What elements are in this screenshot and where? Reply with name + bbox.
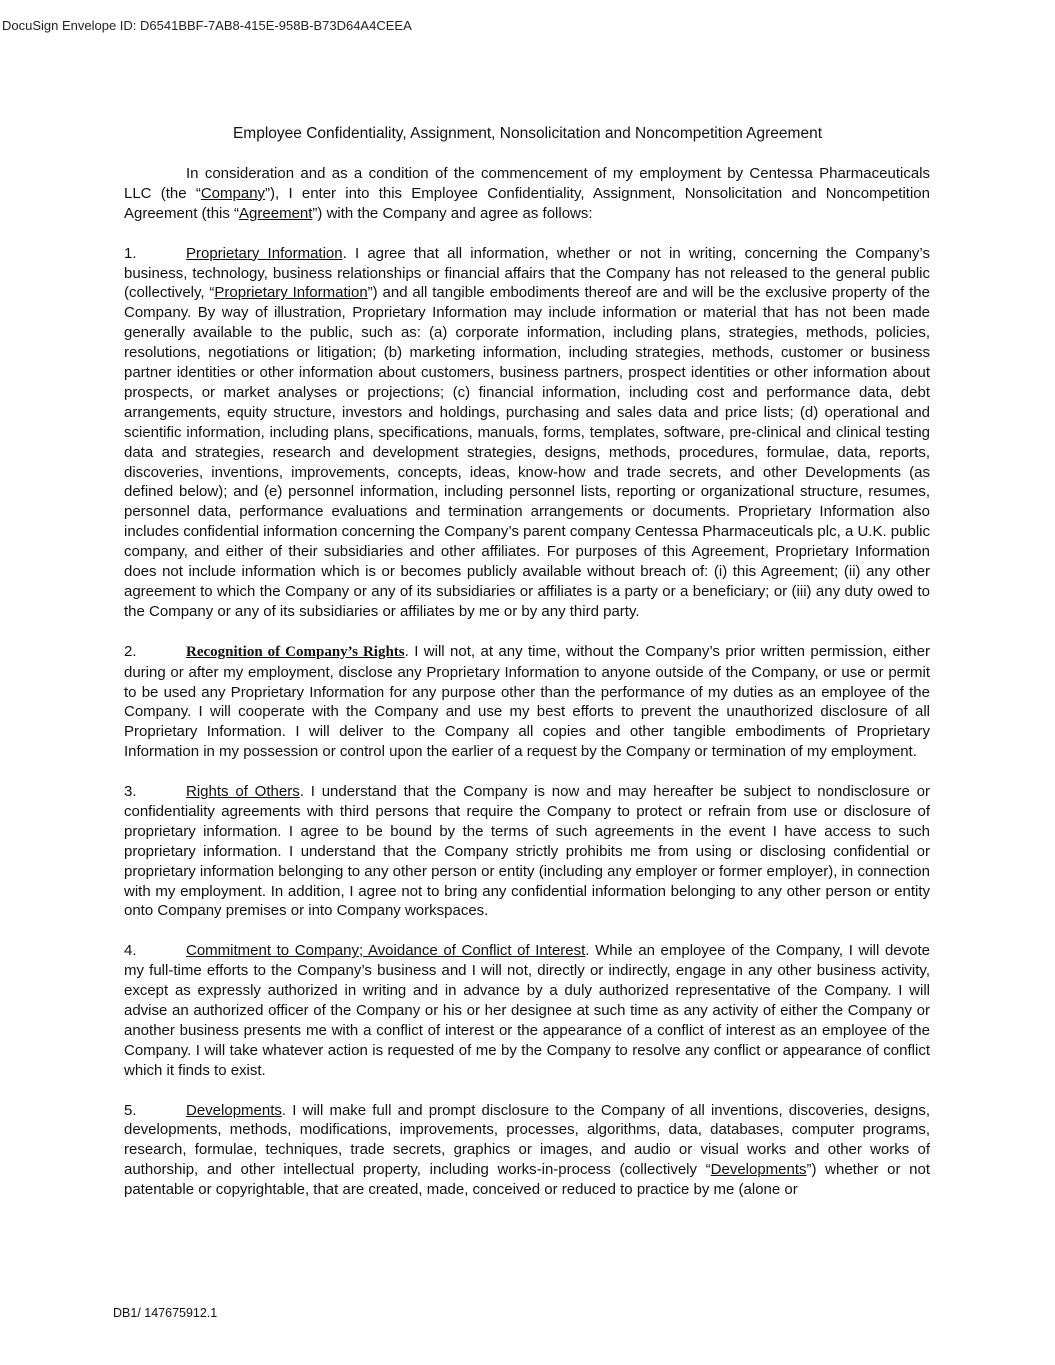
intro-text-1: In consideration and as a condition of the commencement of my employment by Centessa Pharmaceuticals LLC (the “: [124, 165, 930, 202]
section-heading: Commitment to Company; Avoidance of Conflict of Interest: [186, 942, 586, 960]
document-body: [124, 164, 930, 1220]
section-heading: Proprietary Information: [186, 244, 343, 262]
document-title: Employee Confidentiality, Assignment, Nonsolicitation and Noncompetition Agreement: [232, 125, 823, 142]
document-footer-id: DB1/ 147675912.1: [113, 1306, 218, 1320]
developments-defined-term: Developments: [710, 1161, 807, 1179]
intro-paragraph: [124, 164, 930, 224]
company-defined-term: Company: [200, 184, 266, 202]
section-number: 2.: [124, 642, 137, 660]
section-heading: Rights of Others: [186, 783, 300, 801]
section-heading: Recognition of Company’s Rights: [186, 643, 405, 660]
section-number: 1.: [124, 244, 137, 262]
section-1-proprietary-information: [124, 244, 930, 622]
intro-text-3: ”) with the Company and agree as follows:: [312, 204, 593, 222]
section-4-commitment-to-company: [124, 941, 930, 1080]
section-text: . I agree that all information, whether or not in writing, concerning the Company’s business, technology, business relationships or financial affairs that the Company has not released to the general public (collectively, “: [124, 244, 930, 302]
section-text: . I will make full and prompt disclosure to the Company of all inventions, discoveries, designs, developments, methods, modifications, improvements, processes, algorithms, data, databases, computer programs, research, formulae, techniques, trade secrets, graphics or images, and audio or visual works and other works of authorship, and other intellectual property, including works-in-process (collectively “: [124, 1101, 930, 1179]
section-text: ”) and all tangible embodiments thereof are and will be the exclusive property of the Company. By way of illustration, Proprietary Information may include information or material that has not been made generally available to the public, such as: (a) corporate information, including plans, strategies, methods, policies, resolutions, negotiations or litigation; (b) marketing information, including strategies, methods, customer or business partner identities or other information about customers, business partners, prospect identities or other information about prospects, or market analyses or projections; (c) financial information, including cost and performance data, debt arrangements, equity structure, investors and holdings, purchasing and sales data and price lists; (d) operational and scientific information, including plans, specifications, manuals, forms, templates, software, pre-clinical and clinical testing data and strategies, research and development strategies, designs, methods, procedures, formulae, data, reports, discoveries, inventions, improvements, concepts, ideas, know-how and trade secrets, and other Developments (as defined below); and (e) personnel information, including personnel lists, reporting or organizational structure, resumes, personnel data, performance evaluations and termination arrangements or documents. Proprietary Information also includes confidential information concerning the Company’s parent company Centessa Pharmaceuticals plc, a U.K. public company, and either of their subsidiaries and other affiliates. For purposes of this Agreement, Proprietary Information does not include information which is or becomes publicly available without breach of: (i) this Agreement; (ii) any other agreement to which the Company or any of its subsidiaries or affiliates is a party or a beneficiary; or (iii) any duty owed to the Company or any of its subsidiaries or affiliates by me or by any third party.: [124, 284, 930, 620]
proprietary-information-defined-term: Proprietary Information: [214, 284, 368, 302]
section-number: 4.: [124, 942, 137, 960]
agreement-defined-term: Agreement: [239, 204, 313, 222]
section-text: ”) whether or not patentable or copyrightable, that are created, made, conceived or reduced to practice by me (alone or: [124, 1161, 931, 1199]
docusign-envelope-id: DocuSign Envelope ID: D6541BBF-7AB8-415E-958B-B73D64A4CEEA: [2, 18, 412, 33]
section-text: . I will not, at any time, without the Company’s prior written permission, either during or after my employment, disclose any Proprietary Information to anyone outside of the Company, or use or permit to be used any Proprietary Information for any purpose other than the performance of my duties as an employee of the Company. I will cooperate with the Company and use my best efforts to prevent the unauthorized disclosure of all Proprietary Information. I will deliver to the Company all copies and other tangible embodiments of Proprietary Information in my possession or control upon the earlier of a request by the Company or termination of my employment.: [124, 642, 930, 761]
section-text: . I understand that the Company is now and may hereafter be subject to nondisclosure or confidentiality agreements with third persons that require the Company to protect or refrain from use or disclosure of proprietary information. I agree to be bound by the terms of such agreements in the event I have access to such proprietary information. I understand that the Company strictly prohibits me from using or disclosing confidential or proprietary information belonging to any other person or entity (including any employer or former employer), in connection with my employment. In addition, I agree not to bring any confidential information belonging to any other person or entity onto Company premises or into Company workspaces.: [124, 783, 930, 920]
section-5-developments: [124, 1101, 930, 1201]
section-2-recognition-of-rights: [124, 642, 930, 762]
section-text: . While an employee of the Company, I will devote my full-time efforts to the Company’s business and I will not, directly or indirectly, engage in any other business activity, except as expressly authorized in writing and in advance by a duly authorized representative of the Company. I will advise an authorized officer of the Company or his or her designee at such time as any activity of either the Company or another business presents me with a conflict of interest or the appearance of a conflict of interest as an employee of the Company. I will take whatever action is requested of me by the Company to resolve any conflict or appearance of conflict which it finds to exist.: [124, 942, 930, 1079]
section-number: 3.: [124, 783, 137, 801]
section-3-rights-of-others: [124, 782, 930, 921]
section-heading: Developments: [186, 1101, 282, 1119]
intro-text-2: ”), I enter into this Employee Confidentiality, Assignment, Nonsolicitation and Noncompetition Agreement (this “: [124, 184, 930, 222]
section-number: 5.: [124, 1101, 137, 1119]
